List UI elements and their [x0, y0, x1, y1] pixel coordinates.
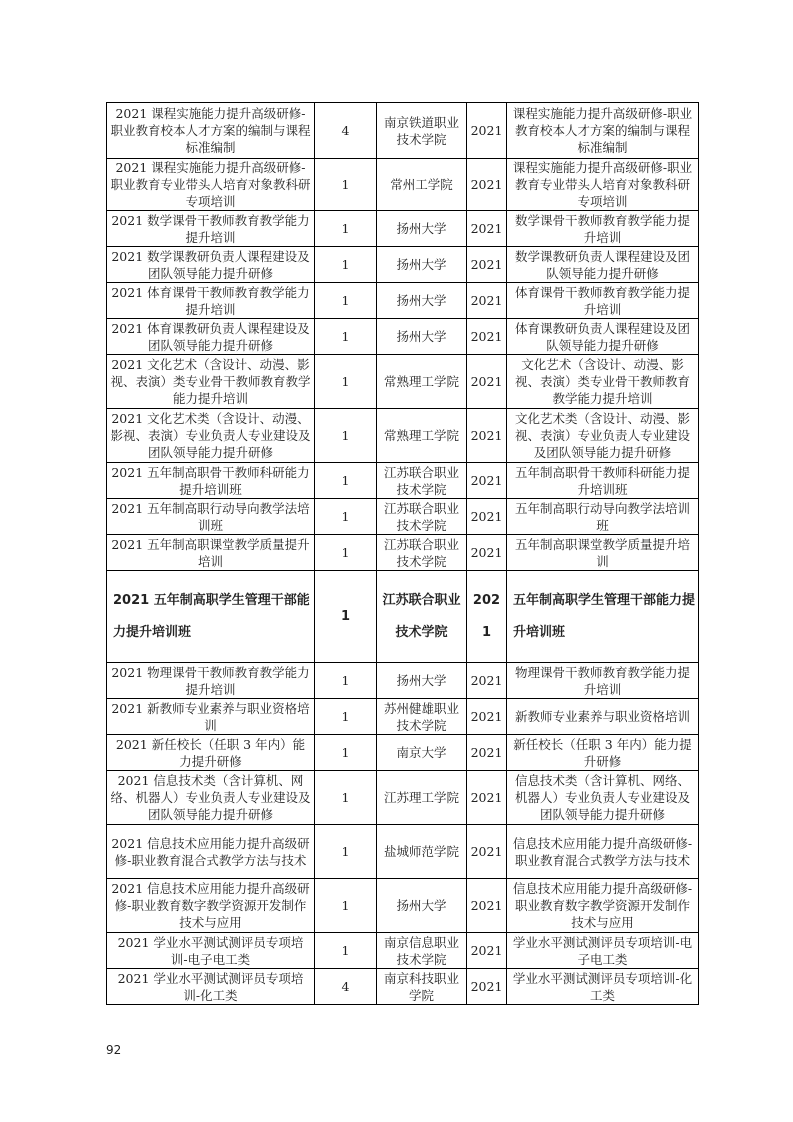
cell-count: 1 — [315, 571, 377, 663]
table-row — [107, 933, 699, 969]
cell-org: 苏州健雄职业技术学院 — [377, 699, 467, 735]
cell-count: 4 — [315, 103, 377, 159]
cell-year: 2021 — [467, 933, 507, 969]
cell-name: 2021 体育课教研负责人课程建设及团队领导能力提升研修 — [107, 319, 315, 355]
cell-title: 文化艺术（含设计、动漫、影视、表演）类专业骨干教师教育教学能力提升培训 — [507, 355, 699, 409]
table-row — [107, 409, 699, 463]
cell-name: 2021 信息技术应用能力提升高级研修-职业教育数字教学资源开发制作技术与应用 — [107, 879, 315, 933]
cell-year: 2021 — [467, 771, 507, 825]
cell-count: 1 — [315, 247, 377, 283]
table-row — [107, 499, 699, 535]
cell-org: 常州工学院 — [377, 159, 467, 211]
cell-year: 2021 — [467, 535, 507, 571]
cell-name: 2021 新教师专业素养与职业资格培训 — [107, 699, 315, 735]
training-table — [106, 102, 699, 1005]
cell-name: 2021 物理课骨干教师教育教学能力提升培训 — [107, 663, 315, 699]
cell-org: 江苏联合职业技术学院 — [377, 499, 467, 535]
table-body — [107, 103, 699, 1005]
table-row — [107, 103, 699, 159]
cell-org: 南京信息职业技术学院 — [377, 933, 467, 969]
cell-name: 2021 五年制高职骨干教师科研能力提升培训班 — [107, 463, 315, 499]
cell-year: 2021 — [467, 463, 507, 499]
cell-org: 扬州大学 — [377, 211, 467, 247]
cell-count: 1 — [315, 771, 377, 825]
cell-year: 2021 — [467, 571, 507, 663]
cell-title: 五年制高职行动导向教学法培训班 — [507, 499, 699, 535]
cell-count: 1 — [315, 319, 377, 355]
table-row — [107, 283, 699, 319]
table-row — [107, 571, 699, 663]
table-row — [107, 319, 699, 355]
table-row — [107, 699, 699, 735]
cell-title: 信息技术应用能力提升高级研修-职业教育混合式教学方法与技术 — [507, 825, 699, 879]
cell-org: 扬州大学 — [377, 879, 467, 933]
cell-count: 1 — [315, 283, 377, 319]
cell-name: 2021 文化艺术类（含设计、动漫、影视、表演）专业负责人专业建设及团队领导能力提升研修 — [107, 409, 315, 463]
cell-title: 数学课骨干教师教育教学能力提升培训 — [507, 211, 699, 247]
cell-count: 1 — [315, 211, 377, 247]
cell-name: 2021 文化艺术（含设计、动漫、影视、表演）类专业骨干教师教育教学能力提升培训 — [107, 355, 315, 409]
table-row — [107, 663, 699, 699]
cell-title: 信息技术应用能力提升高级研修-职业教育数字教学资源开发制作技术与应用 — [507, 879, 699, 933]
cell-name: 2021 五年制高职学生管理干部能力提升培训班 — [107, 571, 315, 663]
cell-year: 2021 — [467, 319, 507, 355]
table-row — [107, 247, 699, 283]
cell-org: 江苏联合职业技术学院 — [377, 571, 467, 663]
cell-title: 体育课教研负责人课程建设及团队领导能力提升研修 — [507, 319, 699, 355]
cell-count: 1 — [315, 699, 377, 735]
table-row — [107, 355, 699, 409]
cell-year: 2021 — [467, 211, 507, 247]
table-row — [107, 735, 699, 771]
cell-count: 1 — [315, 825, 377, 879]
cell-year: 2021 — [467, 879, 507, 933]
cell-org: 常熟理工学院 — [377, 409, 467, 463]
table-row — [107, 535, 699, 571]
table-row — [107, 463, 699, 499]
cell-title: 信息技术类（含计算机、网络、机器人）专业负责人专业建设及团队领导能力提升研修 — [507, 771, 699, 825]
cell-name: 2021 学业水平测试测评员专项培训-化工类 — [107, 969, 315, 1005]
cell-count: 1 — [315, 879, 377, 933]
cell-name: 2021 体育课骨干教师教育教学能力提升培训 — [107, 283, 315, 319]
cell-count: 1 — [315, 409, 377, 463]
table-row — [107, 969, 699, 1005]
cell-title: 数学课教研负责人课程建设及团队领导能力提升研修 — [507, 247, 699, 283]
cell-name: 2021 信息技术应用能力提升高级研修-职业教育混合式教学方法与技术 — [107, 825, 315, 879]
cell-year: 2021 — [467, 409, 507, 463]
cell-org: 江苏联合职业技术学院 — [377, 463, 467, 499]
cell-org: 盐城师范学院 — [377, 825, 467, 879]
cell-name: 2021 课程实施能力提升高级研修-职业教育专业带头人培育对象教科研专项培训 — [107, 159, 315, 211]
cell-name: 2021 五年制高职行动导向教学法培训班 — [107, 499, 315, 535]
cell-year: 2021 — [467, 247, 507, 283]
cell-org: 南京大学 — [377, 735, 467, 771]
cell-org: 扬州大学 — [377, 247, 467, 283]
cell-year: 2021 — [467, 735, 507, 771]
cell-year: 2021 — [467, 969, 507, 1005]
cell-org: 常熟理工学院 — [377, 355, 467, 409]
cell-count: 1 — [315, 933, 377, 969]
cell-year: 2021 — [467, 283, 507, 319]
cell-year: 2021 — [467, 499, 507, 535]
cell-name: 2021 学业水平测试测评员专项培训-电子电工类 — [107, 933, 315, 969]
cell-title: 物理课骨干教师教育教学能力提升培训 — [507, 663, 699, 699]
cell-org: 扬州大学 — [377, 283, 467, 319]
cell-year: 2021 — [467, 355, 507, 409]
cell-count: 1 — [315, 463, 377, 499]
cell-title: 新教师专业素养与职业资格培训 — [507, 699, 699, 735]
cell-title: 学业水平测试测评员专项培训-电子电工类 — [507, 933, 699, 969]
cell-year: 2021 — [467, 103, 507, 159]
cell-title: 五年制高职骨干教师科研能力提升培训班 — [507, 463, 699, 499]
table-row — [107, 211, 699, 247]
cell-name: 2021 新任校长（任职 3 年内）能力提升研修 — [107, 735, 315, 771]
cell-name: 2021 数学课骨干教师教育教学能力提升培训 — [107, 211, 315, 247]
cell-org: 江苏理工学院 — [377, 771, 467, 825]
cell-title: 学业水平测试测评员专项培训-化工类 — [507, 969, 699, 1005]
cell-org: 江苏联合职业技术学院 — [377, 535, 467, 571]
cell-title: 新任校长（任职 3 年内）能力提升研修 — [507, 735, 699, 771]
cell-year: 2021 — [467, 699, 507, 735]
cell-name: 2021 数学课教研负责人课程建设及团队领导能力提升研修 — [107, 247, 315, 283]
cell-count: 4 — [315, 969, 377, 1005]
cell-count: 1 — [315, 735, 377, 771]
cell-name: 2021 课程实施能力提升高级研修-职业教育校本人才方案的编制与课程标准编制 — [107, 103, 315, 159]
cell-name: 2021 信息技术类（含计算机、网络、机器人）专业负责人专业建设及团队领导能力提升研修 — [107, 771, 315, 825]
table-row — [107, 879, 699, 933]
cell-count: 1 — [315, 663, 377, 699]
cell-title: 五年制高职课堂教学质量提升培训 — [507, 535, 699, 571]
cell-org: 扬州大学 — [377, 319, 467, 355]
cell-name: 2021 五年制高职课堂教学质量提升培训 — [107, 535, 315, 571]
cell-org: 南京科技职业学院 — [377, 969, 467, 1005]
cell-year: 2021 — [467, 159, 507, 211]
cell-year: 2021 — [467, 825, 507, 879]
cell-year: 2021 — [467, 663, 507, 699]
cell-org: 南京铁道职业技术学院 — [377, 103, 467, 159]
table-row — [107, 825, 699, 879]
cell-title: 文化艺术类（含设计、动漫、影视、表演）专业负责人专业建设及团队领导能力提升研修 — [507, 409, 699, 463]
cell-title: 五年制高职学生管理干部能力提升培训班 — [507, 571, 699, 663]
page-number: 92 — [106, 1043, 122, 1057]
table-row — [107, 771, 699, 825]
cell-count: 1 — [315, 499, 377, 535]
cell-count: 1 — [315, 159, 377, 211]
cell-title: 课程实施能力提升高级研修-职业教育校本人才方案的编制与课程标准编制 — [507, 103, 699, 159]
cell-org: 扬州大学 — [377, 663, 467, 699]
table-row — [107, 159, 699, 211]
cell-title: 课程实施能力提升高级研修-职业教育专业带头人培育对象教科研专项培训 — [507, 159, 699, 211]
cell-title: 体育课骨干教师教育教学能力提升培训 — [507, 283, 699, 319]
cell-count: 1 — [315, 355, 377, 409]
cell-count: 1 — [315, 535, 377, 571]
